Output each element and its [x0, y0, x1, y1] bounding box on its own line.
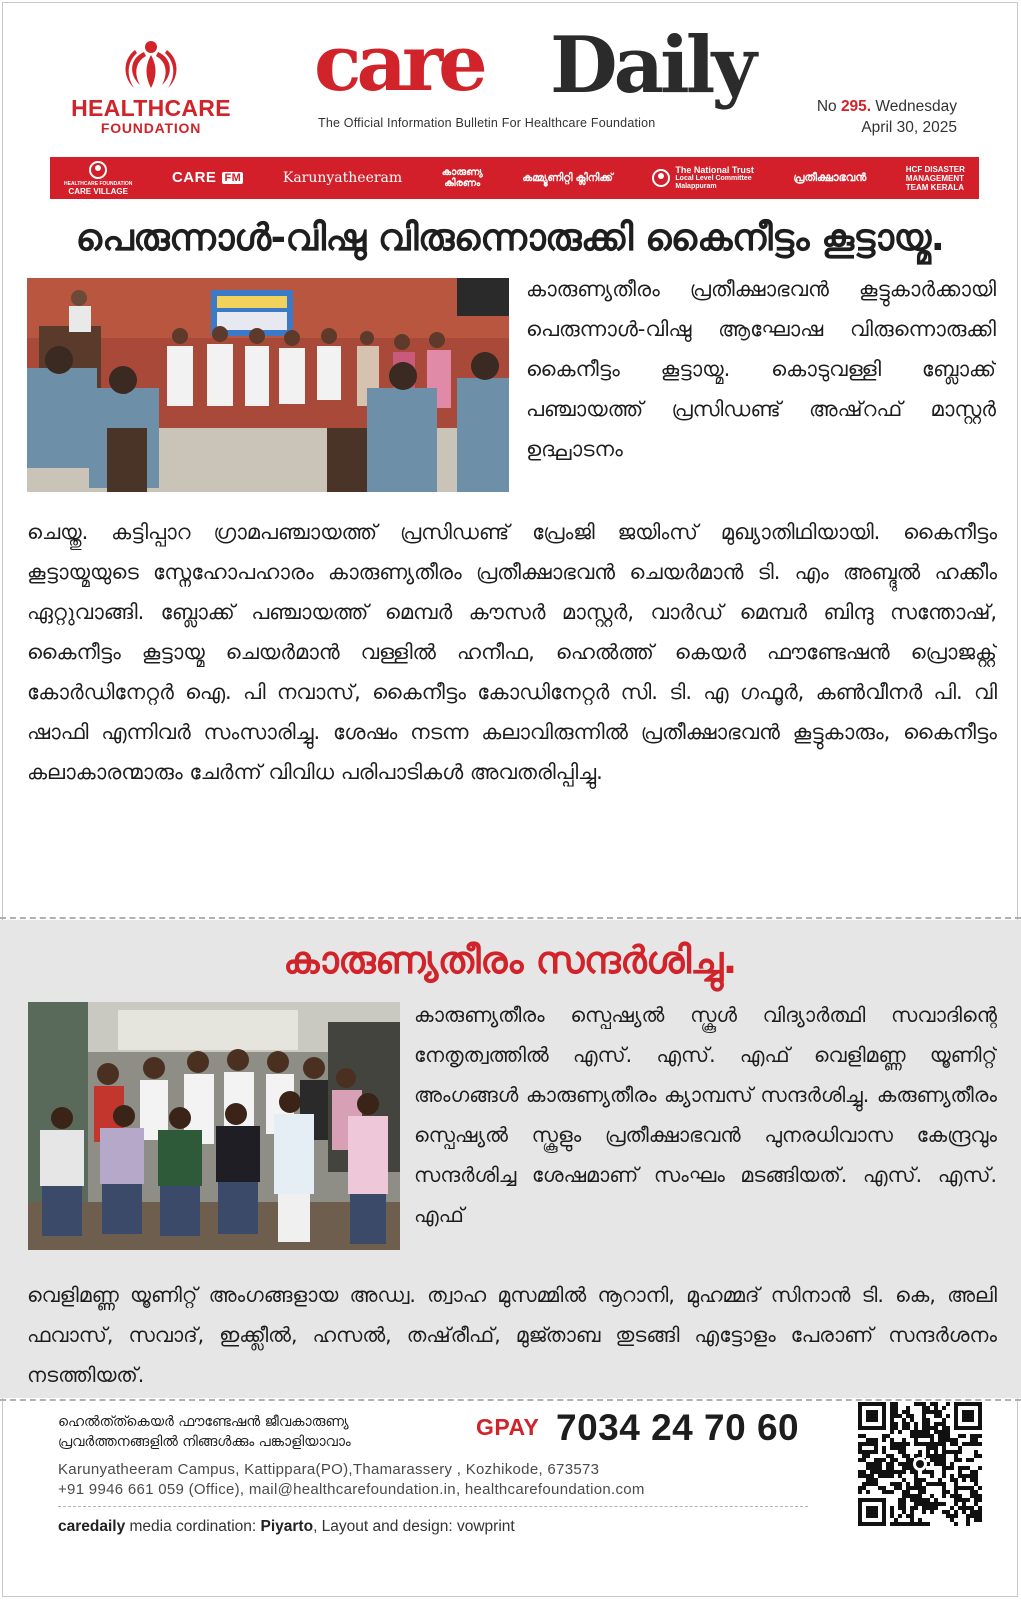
gpay-number[interactable]: 7034 24 70 60 — [556, 1407, 800, 1448]
partner-care-fm — [171, 169, 243, 186]
address-line1: Karunyatheeram Campus, Kattippara(PO),Thamarassery , Kozhikode, 673573 — [58, 1461, 600, 1478]
group-visit-photo-icon — [28, 1002, 400, 1250]
national-trust-icon — [652, 169, 670, 187]
article1-photo — [27, 278, 509, 492]
title-care: care — [314, 18, 483, 109]
article1-full-text: ചെയ്തു. കട്ടിപ്പാറ ഗ്രാമപഞ്ചായത്ത് പ്രസിഡണ്ട് പ്രേംജി ജയിംസ് മുഖ്യാതിഥിയായി. കൈനീട്ടം കൂട്ടായ്മയുടെ സ്നേഹോപഹാരം കാരുണ്യതീരം പ്രതീക്ഷാഭവൻ ചെയർമാൻ ടി. എം അബ്ദുൽ ഹക്കീം ഏറ്റുവാങ്ങി. ബ്ലോക്ക് പഞ്ചായത്ത് മെമ്പർ കൗസർ മാസ്റ്റർ, വാർഡ് മെമ്പർ ബിന്ദു സന്തോഷ്, കൈനീട്ടം കൂട്ടായ്മ ചെയർമാൻ വള്ളിൽ ഹനീഫ, ഹെൽത്ത് കെയർ ഫൗണ്ടേഷൻ പ്രൊജക്റ്റ് കോർഡിനേറ്റർ ഐ. പി നവാസ്, കൈനീട്ടം കോഡിനേറ്റർ സി. ടി. എ ഗഫൂർ, കൺവീനർ പി. വി ഷാഫി എന്നിവർ സംസാരിച്ചു. ശേഷം നടന്ന കലാവിരുന്നിൽ പ്രതീക്ഷാഭവൻ കൂട്ടുകാരും, കൈനീട്ടം കലാകാരന്മാരും ചേർന്ന് വിവിധ പരിപാടികൾ അവതരിപ്പിച്ചു. — [27, 520, 997, 784]
national-trust-line2: Local Level Committee — [675, 174, 752, 182]
credit-name2: vowprint — [456, 1518, 515, 1535]
credit-brand: caredaily — [58, 1518, 126, 1535]
issue-info — [817, 96, 957, 138]
article2-photo — [28, 1002, 400, 1250]
care-village-top: HEALTHCARE FOUNDATION — [64, 180, 133, 187]
partner-pratheeksha: പ്രതീക്ഷാഭവൻ — [793, 172, 867, 184]
national-trust-line3: Malappuram — [675, 182, 717, 190]
section-divider — [0, 917, 1021, 919]
article1-side-text: കാരുണ്യതീരം പ്രതീക്ഷാഭവൻ കൂട്ടുകാർക്കായി പെരുന്നാൾ-വിഷു ആഘോഷ വിരുന്നൊരുക്കി കൈനീട്ടം കൂട്ടായ്മ. കൊടുവള്ളി ബ്ലോക്ക് പഞ്ചായത്ത് പ്രസിഡണ്ട് അഷ്‌റഫ് മാസ്റ്റർ ഉദ്ഘാടനം — [526, 277, 996, 461]
credits-line — [58, 1518, 515, 1536]
partner-bar — [50, 157, 979, 199]
donation-line2: പ്രവർത്തനങ്ങളിൽ നിങ്ങൾക്കും പങ്കാളിയാവാം — [58, 1434, 351, 1450]
contact-address — [58, 1460, 645, 1500]
disaster-line3: TEAM KERALA — [905, 182, 964, 192]
event-hall-photo-icon — [27, 278, 509, 492]
article2-full-text: വെളിമണ്ണ യൂണിറ്റ് അംഗങ്ങളായ അഡ്വ. ത്വാഹ മുസമ്മിൽ നൂറാനി, മുഹമ്മദ് സിനാൻ ടി. കെ, അലി ഫവാസ്, സവാദ്, ഇക്ക്ലീൽ, ഹസൽ, തഷ്‌രീഫ്, മുജ്താബ തുടങ്ങി എട്ടോളം പേരാണ് സന്ദർശനം നടത്തിയത്. — [27, 1283, 997, 1387]
karunya-kiranam-line1: കാരുണ്യ — [441, 167, 483, 178]
qr-code[interactable] — [858, 1402, 982, 1526]
partner-karunya-kiranam — [442, 167, 483, 189]
care-fm-fm: FM — [224, 172, 242, 184]
partner-karunyatheeram: Karunyatheeram — [282, 170, 403, 186]
credit-text1: media cordination: — [125, 1518, 261, 1535]
karunya-kiranam-line2: കിരണം — [444, 178, 481, 189]
partner-disaster-team — [906, 165, 965, 192]
org-sub: FOUNDATION — [100, 120, 202, 136]
care-village-label: CARE VILLAGE — [68, 186, 128, 196]
credit-text2: , Layout and design: — [313, 1518, 457, 1535]
donation-appeal — [58, 1412, 351, 1452]
title-daily: Daily — [550, 20, 753, 111]
national-trust-line1: The National Trust — [675, 164, 754, 175]
issue-prefix: No — [816, 98, 841, 115]
partner-national-trust — [652, 166, 754, 191]
issue-number: 295. — [840, 98, 872, 115]
article2-headline: കാരുണ്യതീരം സന്ദർശിച്ചു. — [283, 938, 737, 982]
healthcare-foundation-logo — [46, 38, 256, 136]
partner-care-village — [64, 161, 132, 196]
org-name: HEALTHCARE — [71, 95, 231, 121]
issue-date: April 30, 2025 — [861, 119, 957, 136]
footer-divider — [0, 1399, 1021, 1401]
donation-line1: ഹെൽത്ത്കെയർ ഫൗണ്ടേഷൻ ജീവകാരുണ്യ — [58, 1414, 349, 1430]
care-fm-care: CARE — [171, 169, 217, 186]
article1-headline: പെരുന്നാൾ-വിഷു വിരുന്നൊരുക്കി കൈനീട്ടം കൂട്ടായ്മ. — [75, 216, 945, 259]
masthead-tagline: The Official Information Bulletin For Healthcare Foundation — [318, 116, 656, 130]
issue-day: Wednesday — [871, 98, 957, 115]
care-village-icon — [89, 161, 107, 179]
credit-name1: Piyarto — [260, 1518, 314, 1535]
partner-community-clinic: കമ്മ്യൂണിറ്റി ക്ലിനിക്ക് — [522, 172, 613, 184]
footer-rule — [58, 1506, 808, 1507]
article2-side-text: കാരുണ്യതീരം സ്പെഷ്യൽ സ്കൂൾ വിദ്യാർത്ഥി സവാദിന്റെ നേതൃത്വത്തിൽ എസ്. എസ്. എഫ് വെളിമണ്ണ യൂണിറ്റ് അംഗങ്ങൾ കാരുണ്യതീരം ക്യാമ്പസ് സന്ദർശിച്ചു. കരുണ്യതീരം സ്പെഷ്യൽ സ്കൂളും പ്രതീക്ഷാഭവൻ പുനരധിവാസ കേന്ദ്രവും സന്ദർശിച്ച ശേഷമാണ് സംഘം മടങ്ങിയത്. എസ്. എസ്. എഫ് — [414, 1003, 997, 1227]
qr-code-icon — [858, 1402, 982, 1526]
gpay-label: GPAY — [476, 1414, 540, 1440]
disaster-line2: MANAGEMENT — [905, 173, 964, 183]
disaster-line1: HCF DISASTER — [905, 164, 965, 174]
foundation-emblem-icon — [120, 38, 182, 90]
address-line2[interactable]: +91 9946 661 059 (Office), mail@healthcarefoundation.in, healthcarefoundation.com — [58, 1481, 645, 1498]
